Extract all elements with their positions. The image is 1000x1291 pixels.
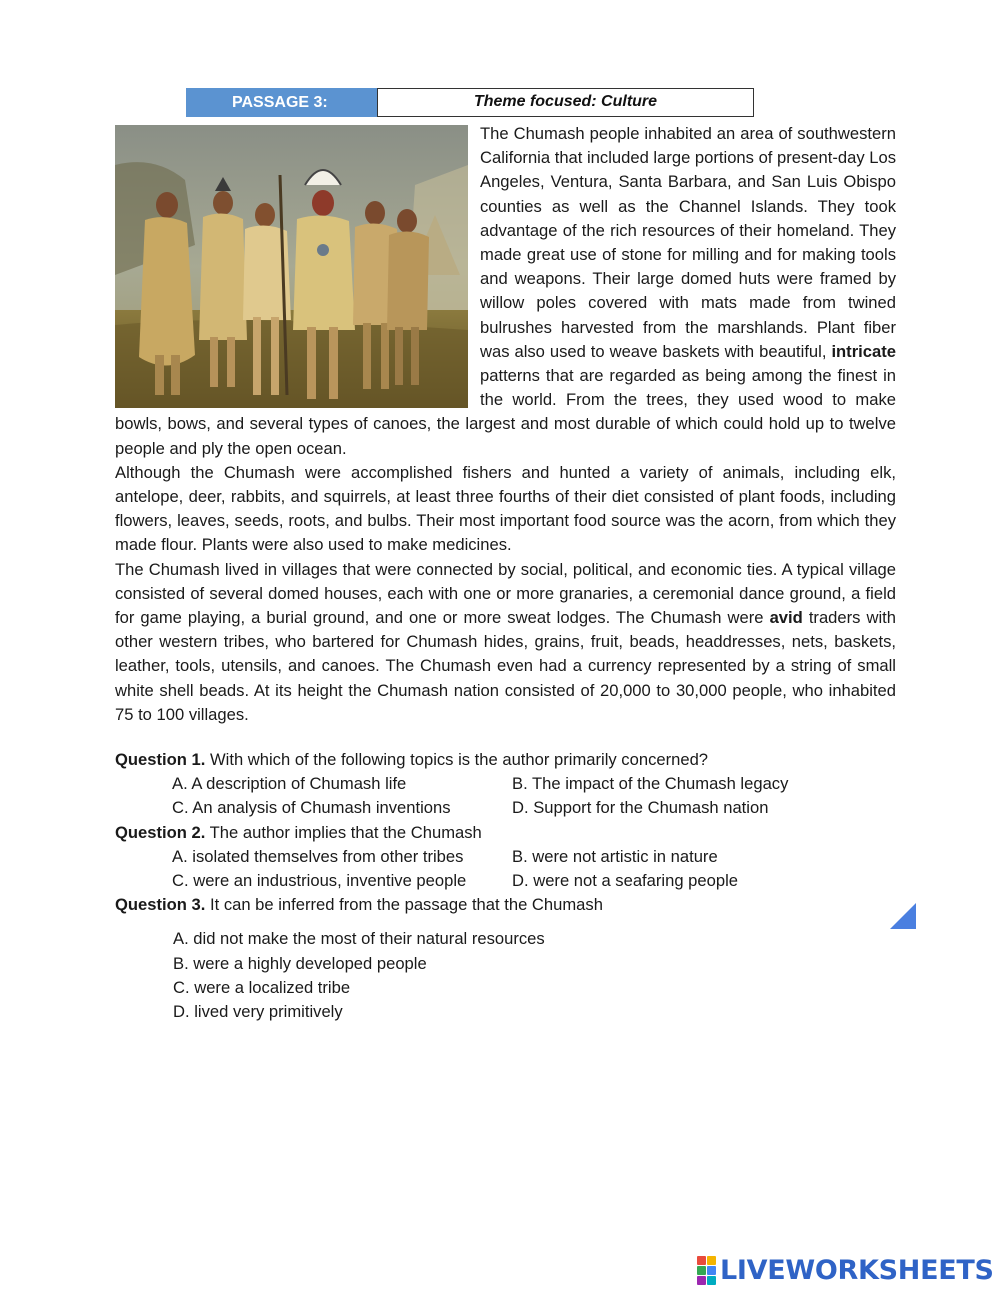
passage-label: PASSAGE 3: xyxy=(186,88,377,117)
passage-paragraph-3: The Chumash lived in villages that were connected by social, political, and economic ties. A typical village consisted of several domed houses, each with one or more granaries, a ceremonial dance ground, a field for game playing, a burial ground, and one or more sweat lodges. The Chumash were avid traders with other western tribes, who bartered for Chumash hides, grains, fruit, beads, headdresses, nets, baskets, leather, tools, utensils, and canoes. The Chumash even had a currency represented by a string of small white shell beads. At its height the Chumash nation consisted of 20,000 to 30,000 people, who inhabited 75 to 100 villages. xyxy=(115,559,896,724)
question-label: Question 2. xyxy=(115,822,206,842)
vocab-intricate: intricate xyxy=(831,341,896,361)
passage-paragraph-1: The Chumash people inhabited an area of southwestern California that included large portions of present-day Los Angeles, Ventura, Santa Barbara, and San Luis Obispo counties as well as the Channel Islands. They took advantage of the rich resources of their homeland. They made great use of stone for milling and for making tools and weapons. Their large domed huts were framed by willow poles covered with mats made from twined bulrushes harvested from the marshlands. Plant fiber was also used to weave baskets with beautiful, intricate patterns that are regarded as being among the finest in the world. From the trees, they used wood to make bowls, bows, and several types of canoes, the largest and most durable of which could hold up to twelve people and ply the open ocean. xyxy=(115,124,897,458)
option-c[interactable]: C. were a localized tribe xyxy=(173,977,351,997)
passage-header xyxy=(186,88,754,117)
liveworksheets-logo xyxy=(697,1255,994,1285)
option-d[interactable]: D. lived very primitively xyxy=(173,1002,343,1022)
question-label: Question 1. xyxy=(115,750,206,769)
option-a[interactable]: A. A description of Chumash life xyxy=(172,774,407,794)
option-d[interactable]: D. were not a seafaring people xyxy=(512,871,739,891)
question-text: With which of the following topics is the author primarily concerned? xyxy=(209,750,709,769)
native-americans-painting-image xyxy=(115,125,468,408)
question-3-options xyxy=(115,927,915,1024)
logo-text: LIVEWORKSHEETS xyxy=(720,1254,994,1286)
question-1-options xyxy=(115,772,915,820)
option-b[interactable]: B. were a highly developed people xyxy=(173,953,427,973)
question-2 xyxy=(115,821,915,845)
questions-section xyxy=(115,748,915,1024)
passage-text xyxy=(115,122,896,727)
option-b[interactable]: B. The impact of the Chumash legacy xyxy=(512,774,789,794)
question-2-options xyxy=(115,845,915,893)
option-a[interactable]: A. did not make the most of their natural resources xyxy=(173,929,545,949)
option-c[interactable]: C. were an industrious, inventive people xyxy=(172,871,467,891)
page-corner-bookmark-icon[interactable] xyxy=(890,903,916,929)
passage-paragraph-2: Although the Chumash were accomplished fishers and hunted a variety of animals, including elk, antelope, deer, rabbits, and squirrels, at least three fourths of their diet consisted of plant foods, including flowers, leaves, seeds, roots, and bulbs. Their most important food source was the acorn, from which they made flour. Plants were also used to make medicines. xyxy=(115,462,896,555)
option-b[interactable]: B. were not artistic in nature xyxy=(512,846,718,866)
theme-title: Theme focused: Culture xyxy=(377,88,754,117)
vocab-avid: avid xyxy=(769,608,803,628)
question-1 xyxy=(115,748,915,772)
option-d[interactable]: D. Support for the Chumash nation xyxy=(512,798,769,818)
question-text: It can be inferred from the passage that the Chumash xyxy=(209,895,603,915)
option-a[interactable]: A. isolated themselves from other tribes xyxy=(172,846,464,866)
logo-grid-icon xyxy=(697,1256,716,1285)
option-c[interactable]: C. An analysis of Chumash inventions xyxy=(172,798,451,818)
question-label: Question 3. xyxy=(115,895,206,915)
question-text: The author implies that the Chumash xyxy=(209,822,482,842)
question-3 xyxy=(115,893,915,917)
